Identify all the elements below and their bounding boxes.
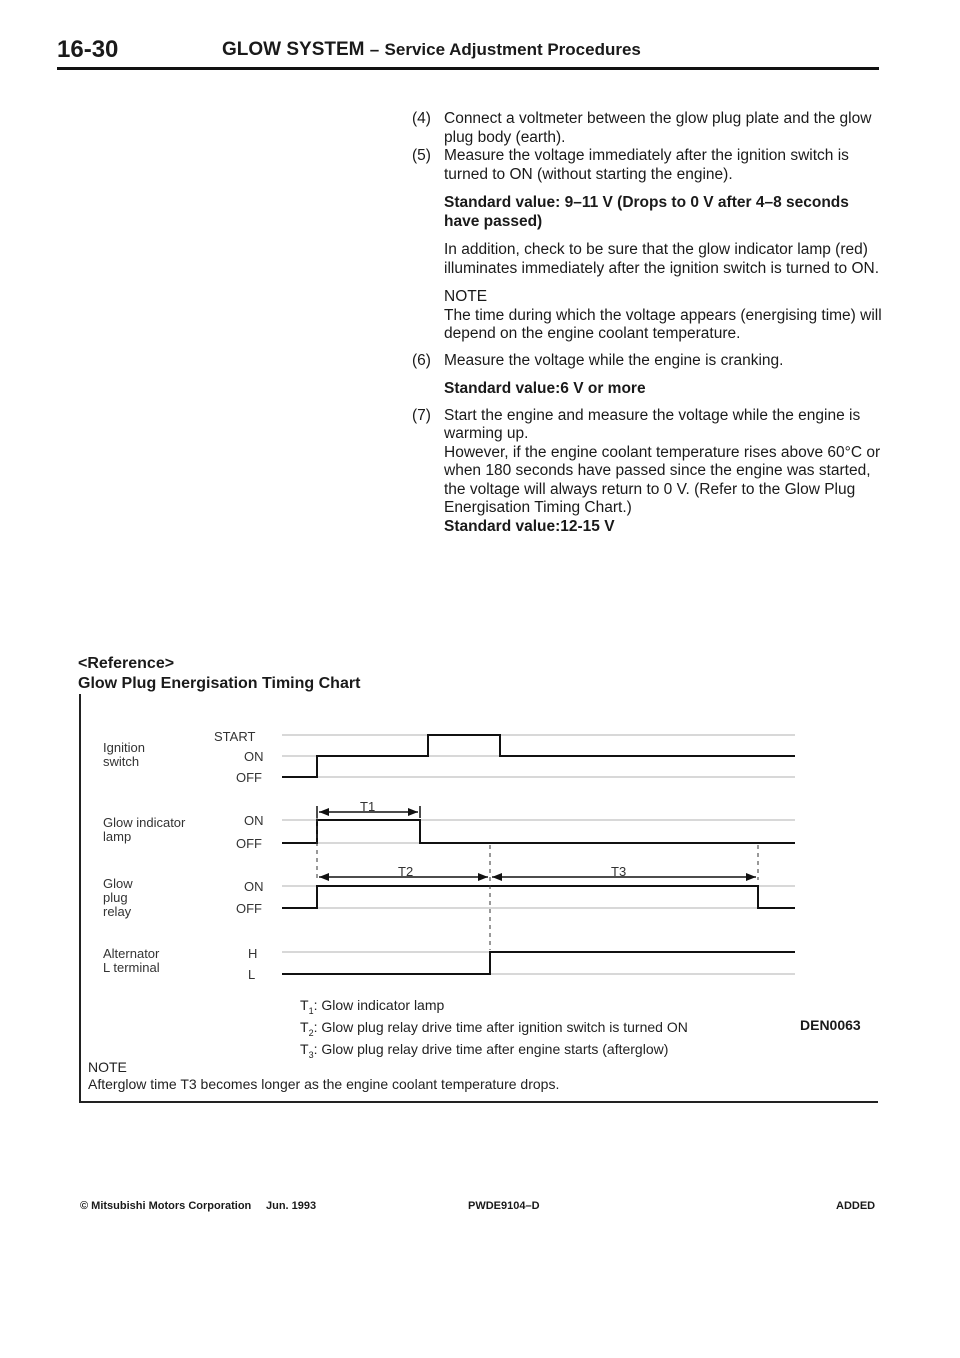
footer-date: Jun. 1993 [266, 1200, 317, 1212]
chart-note [88, 1059, 559, 1093]
interval-label-t1: T1 [360, 799, 376, 814]
waveform-glow-plug-relay [282, 886, 795, 908]
state-label-off: OFF [236, 770, 262, 785]
standard-value: Standard value: 9–11 V (Drops to 0 V after 4–8 seconds have passed) [444, 194, 849, 230]
legend-t1: $T_1$: Glow indicator lamp [300, 997, 445, 1016]
signal-name-glow-indicator: Glow indicator lamp [103, 815, 186, 844]
state-label-on: ON [244, 879, 264, 894]
state-label-off: OFF [236, 836, 262, 851]
chart-title: Glow Plug Energisation Timing Chart [78, 675, 361, 692]
state-label-start: START [214, 729, 256, 744]
section-title: GLOW SYSTEM [222, 39, 365, 60]
footer-status: ADDED [836, 1200, 876, 1212]
standard-value: Standard value:12-15 V [444, 517, 615, 535]
signal-name-glow-plug-relay: Glow plug relay [103, 876, 133, 919]
standard-value: Standard value:6 V or more [444, 380, 646, 397]
chart-note-label: NOTE [88, 1059, 127, 1075]
title-separator: – [369, 40, 380, 59]
note-label: NOTE [444, 288, 488, 305]
step-number: (4) [412, 110, 431, 127]
step-additional-text: However, if the engine coolant temperature rises above 60°C or when 180 seconds have passed since the engine was started, the voltage will always return to 0 V. (Refer to the Glow Plug Energisation Timing Chart.) [444, 443, 881, 516]
step-text: Connect a voltmeter between the glow plug plate and the glow plug body (earth). [444, 110, 872, 146]
footer-copyright: © Mitsubishi Motors Corporation [80, 1200, 252, 1212]
footer-doc-code: PWDE9104–D [468, 1200, 540, 1212]
subsection-title: Service Adjustment Procedures [384, 40, 641, 59]
chart-note-text: Afterglow time T3 becomes longer as the engine coolant temperature drops. [88, 1076, 560, 1092]
state-label-on: ON [244, 813, 264, 828]
step-text: Measure the voltage while the engine is cranking. [444, 351, 784, 369]
legend-t2: $T_2$: Glow plug relay drive time after ignition switch is turned ON [300, 1018, 688, 1038]
state-label-on: ON [244, 749, 264, 764]
note-text: The time during which the voltage appears (energising time) will depend on the engine coolant temperature. [444, 306, 882, 342]
figure-code: DEN0063 [800, 1017, 861, 1033]
step-text: Measure the voltage immediately after the ignition switch is turned to ON (without starting the engine). [444, 147, 849, 183]
chart-legend [300, 997, 688, 1062]
state-label-low: L [248, 967, 256, 982]
waveform-alternator-l-terminal [282, 952, 795, 974]
page-number: 16-30 [57, 36, 119, 63]
step-number: (7) [412, 406, 431, 424]
step-number: (6) [412, 351, 431, 369]
signal-name-alternator: Alternator L terminal [103, 946, 160, 975]
reference-tag: <Reference> [78, 655, 175, 672]
interval-label-t3: T3 [611, 864, 627, 879]
legend-t3: $T_3$: Glow plug relay drive time after engine starts (afterglow) [300, 1040, 669, 1060]
step-text: Start the engine and measure the voltage while the engine is warming up. [444, 406, 861, 442]
step-number: (5) [412, 147, 431, 164]
interval-label-t2: T2 [398, 864, 414, 879]
state-label-off: OFF [236, 901, 262, 916]
state-label-high: H [248, 946, 258, 961]
waveform-ignition-switch [282, 735, 795, 777]
step-additional-text: In addition, check to be sure that the glow indicator lamp (red) illuminates immediately after the ignition switch is turned to ON. [444, 241, 880, 277]
waveform-glow-indicator-lamp [282, 820, 795, 843]
signal-name-ignition: Ignition switch [103, 740, 145, 769]
